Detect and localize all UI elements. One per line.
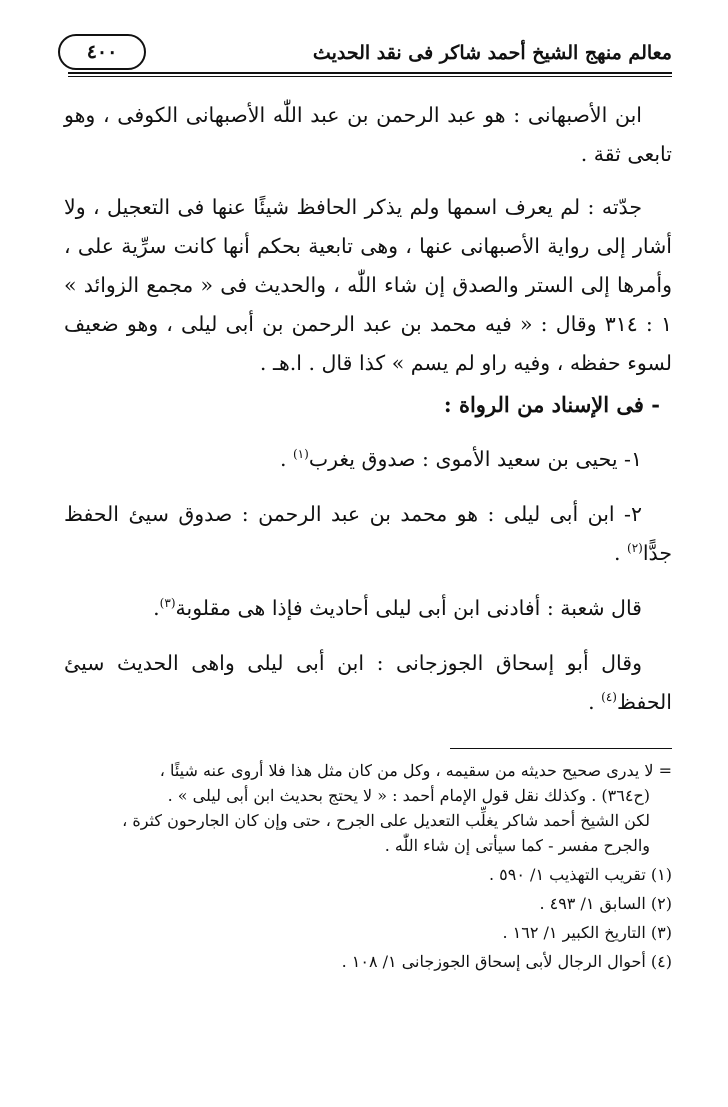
header-rule <box>68 72 672 74</box>
running-title: معالم منهج الشيخ أحمد شاكر فى نقد الحديث <box>312 42 672 64</box>
footnote-4: (٤) أحوال الرجال لأبى إسحاق الجوزجانى ١/ ١٠٨ . <box>341 952 672 971</box>
paragraph-grandmother: جدّته : لم يعرف اسمها ولم يذكر الحافظ شيئًا عنها فى التعجيل ، ولا أشار إلى رواية الأصبهانى عنها ، وهى تابعية بحكم أنها كانت سرِّية على ، وأمرها إلى الستر والصدق إن شاء اللّٰه ، والحديث فى « مجمع الزوائد » ١ : ٣١٤ وقال : « فيه محمد بن عبد الرحمن بن أبى ليلى ، وهو ضعيف لسوء حفظه ، وفيه راو لم يسم » كذا قال . ا.هـ . <box>64 195 672 375</box>
paragraph-shuba-text: قال شعبة : أفادنى ابن أبى ليلى أحاديث فإذا هى مقلوبة <box>175 596 642 620</box>
footnote-2: (٢) السابق ١/ ٤٩٣ . <box>539 894 672 913</box>
footnote-ref-2: (٢) <box>627 541 643 556</box>
narrator-item-2 <box>64 495 672 573</box>
footnote-ref-1: (١) <box>292 447 309 462</box>
paragraph-shuba <box>64 589 672 628</box>
narrator-item-1 <box>64 440 672 479</box>
footnote-ref-3: (٣) <box>159 596 176 611</box>
footnote-3: (٣) التاريخ الكبير ١/ ١٦٢ . <box>502 923 672 942</box>
paragraph-juzajani-end: . <box>588 690 602 714</box>
main-text <box>64 96 672 722</box>
narrator-item-1-text: ١- يحيى بن سعيد الأموى : صدوق يغرب <box>308 447 642 471</box>
footnote-continuation-line-4: والجرح مفسر - كما سيأتى إن شاء اللّٰه . <box>384 836 650 855</box>
paragraph-shuba-end: . <box>153 596 160 620</box>
footnotes <box>64 758 672 974</box>
footnote-continuation-line-2: (ح٣٦٤) . وكذلك نقل قول الإمام أحمد : « لا يحتج بحديث ابن أبى ليلى » . <box>167 786 650 805</box>
page-number: ٤٠٠ <box>58 34 146 70</box>
narrator-item-2-text: ٢- ابن أبى ليلى : هو محمد بن عبد الرحمن : صدوق سيئ الحفظ جدًّا <box>64 502 672 565</box>
narrator-item-2-end: . <box>613 541 628 565</box>
paragraph-isbahani: ابن الأصبهانى : هو عبد الرحمن بن عبد اللّٰه الأصبهانى الكوفى ، وهو تابعى ثقة . <box>64 103 672 166</box>
footnote-ref-4: (٤) <box>601 690 617 705</box>
narrator-item-1-end: . <box>279 447 293 471</box>
section-heading: - فى الإسناد من الرواة : <box>443 392 660 417</box>
footnote-continuation-line-1: = لا يدرى صحيح حديثه من سقيمه ، وكل من كان مثل هذا فلا أروى عنه شيئًا ، <box>159 761 672 780</box>
footnote-continuation-line-3: لكن الشيخ أحمد شاكر يغلِّب التعديل على الجرح ، حتى وإن كان الجارحون كثرة ، <box>122 811 650 830</box>
footnote-separator <box>450 748 672 749</box>
paragraph-juzajani-text: وقال أبو إسحاق الجوزجانى : ابن أبى ليلى واهى الحديث سيئ الحفظ <box>64 651 672 714</box>
footnote-1: (١) تقريب التهذيب ١/ ٥٩٠ . <box>489 865 672 884</box>
paragraph-juzajani <box>64 644 672 722</box>
header-rule-thin <box>68 76 672 77</box>
page-header <box>68 30 672 74</box>
